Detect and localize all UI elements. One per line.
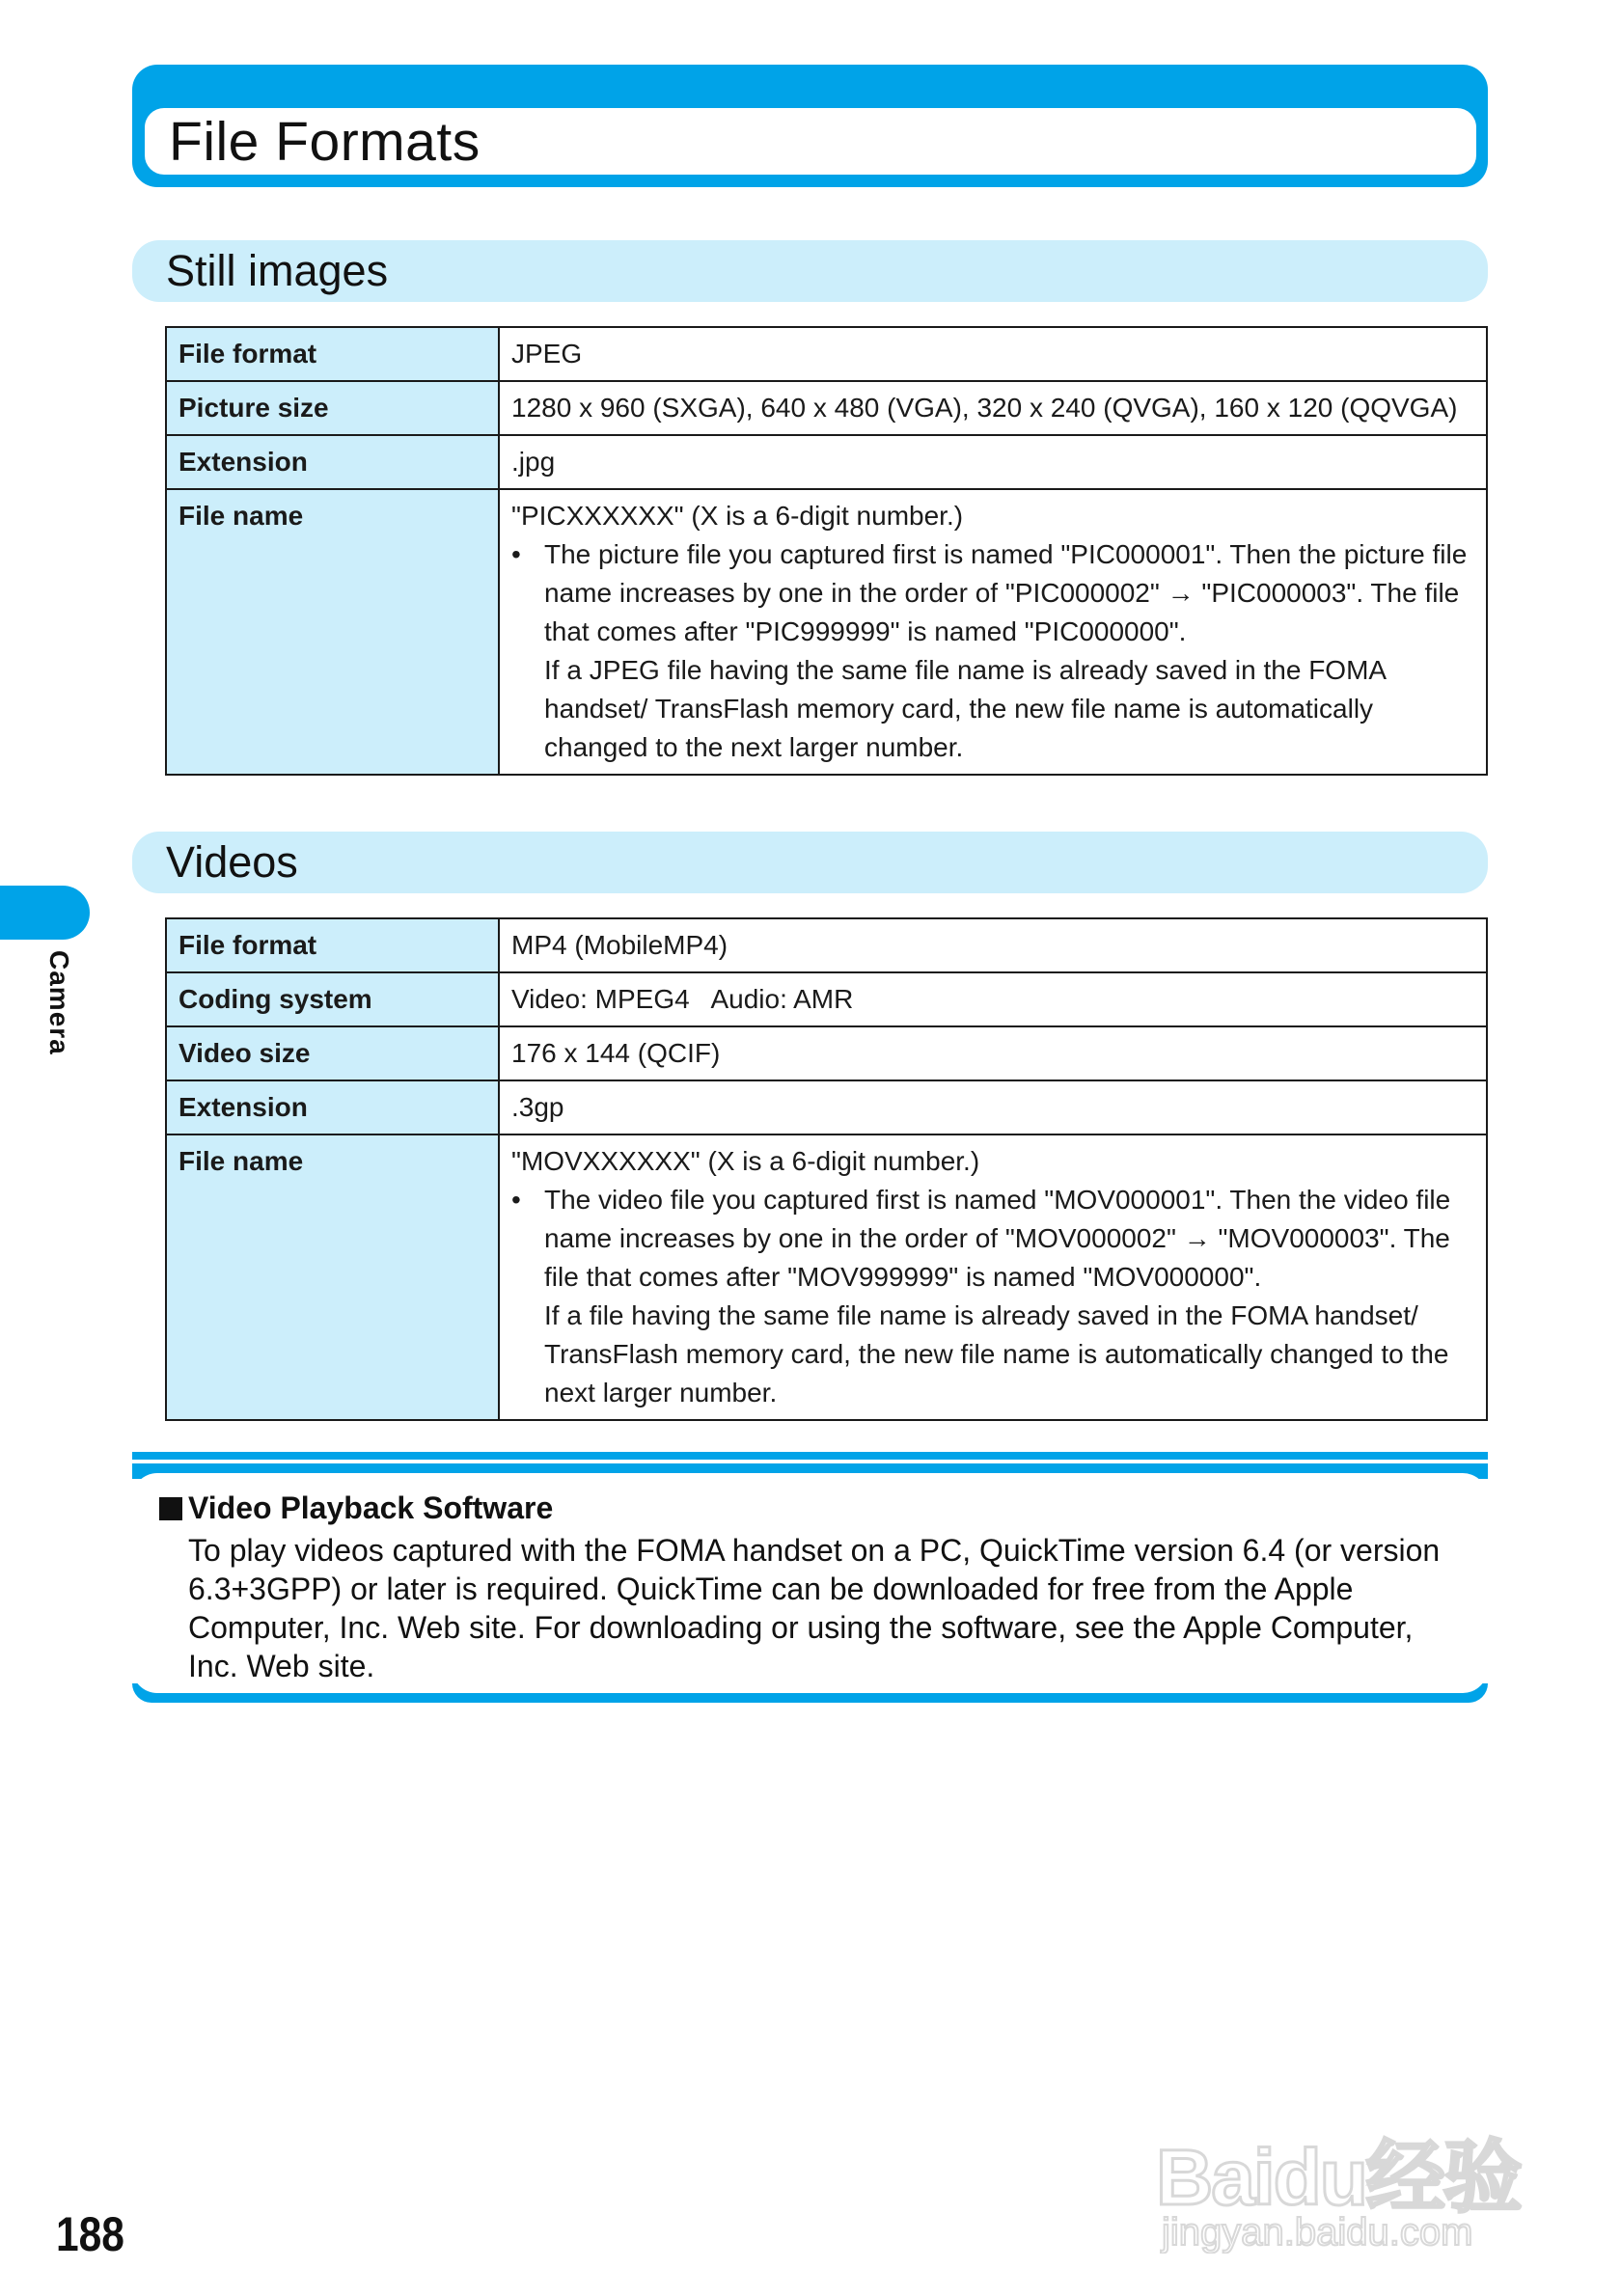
title-inner — [145, 108, 1476, 175]
file-name-pattern: "MOVXXXXXX" (X is a 6-digit number.) — [511, 1146, 980, 1176]
row-label: Extension — [166, 1080, 499, 1134]
row-value: Video: MPEG4 Audio: AMR — [499, 972, 1487, 1026]
row-label: Picture size — [166, 381, 499, 435]
bullet-dot-icon: • — [511, 1185, 521, 1215]
row-label: File name — [166, 489, 499, 775]
square-bullet-icon — [159, 1497, 182, 1520]
bullet-item — [511, 535, 1474, 767]
table-row — [166, 972, 1487, 1026]
page-number: 188 — [56, 2207, 124, 2261]
row-label: File format — [166, 918, 499, 972]
row-value: MP4 (MobileMP4) — [499, 918, 1487, 972]
row-label: Coding system — [166, 972, 499, 1026]
side-tab — [0, 886, 90, 940]
row-value — [499, 489, 1487, 775]
page-title: File Formats — [169, 110, 481, 173]
watermark-logo: Baidu经验 — [1156, 2134, 1521, 2222]
table-row — [166, 1080, 1487, 1134]
bullet-text: The picture file you captured first is named "PIC000001". Then the picture file name increases by one in the order of "PIC000002" → "PIC000003". The file that comes after "PIC999999" is named "PIC000000". — [544, 539, 1468, 646]
section-header-videos — [132, 832, 1488, 893]
note-top-divider — [132, 1460, 1488, 1463]
table-row — [166, 918, 1487, 972]
still-images-table — [165, 326, 1488, 776]
bullet-text-2: If a file having the same file name is already saved in the FOMA handset/ TransFlash memory card, the new file name is automatically changed to the next larger number. — [544, 1300, 1449, 1408]
table-row — [166, 381, 1487, 435]
row-label: Extension — [166, 435, 499, 489]
bullet-item — [511, 1181, 1474, 1412]
row-label: File name — [166, 1134, 499, 1420]
bullet-text: The video file you captured first is named "MOV000001". Then the video file name increases by one in the order of "MOV000002" → "MOV000003". The file that comes after "MOV999999" is named "MOV000000". — [544, 1185, 1451, 1292]
note-body: To play videos captured with the FOMA handset on a PC, QuickTime version 6.4 (or version 6.3+3GPP) or later is required. QuickTime can be downloaded for free from the Apple Computer, Inc. Web site. For downloading or using the software, see the Apple Computer, Inc. Web site. — [188, 1533, 1441, 1683]
table-row — [166, 489, 1487, 775]
row-value: 176 x 144 (QCIF) — [499, 1026, 1487, 1080]
watermark-url: jingyan.baidu.com — [1162, 2211, 1473, 2254]
note-box — [132, 1452, 1488, 1718]
row-value: .jpg — [499, 435, 1487, 489]
row-value — [499, 1134, 1487, 1420]
table-row — [166, 1134, 1487, 1420]
row-label: File format — [166, 327, 499, 381]
title-banner — [132, 65, 1488, 187]
table-row — [166, 1026, 1487, 1080]
section-title-still-images: Still images — [166, 246, 389, 295]
bullet-dot-icon: • — [511, 539, 521, 569]
side-tab-label: Camera — [44, 950, 74, 1055]
table-row — [166, 435, 1487, 489]
row-value: 1280 x 960 (SXGA), 640 x 480 (VGA), 320 x 240 (QVGA), 160 x 120 (QQVGA) — [499, 381, 1487, 435]
videos-table — [165, 917, 1488, 1421]
section-title-videos: Videos — [166, 837, 298, 887]
row-value: .3gp — [499, 1080, 1487, 1134]
table-row — [166, 327, 1487, 381]
row-value: JPEG — [499, 327, 1487, 381]
row-label: Video size — [166, 1026, 499, 1080]
watermark — [1156, 2064, 1542, 2257]
note-title-text: Video Playback Software — [188, 1490, 554, 1525]
bullet-text-2: If a JPEG file having the same file name is already saved in the FOMA handset/ TransFlash memory card, the new file name is automatically changed to the next larger number. — [544, 655, 1386, 762]
note-title — [159, 1490, 553, 1526]
file-name-pattern: "PICXXXXXX" (X is a 6-digit number.) — [511, 501, 964, 531]
section-header-still-images — [132, 240, 1488, 302]
